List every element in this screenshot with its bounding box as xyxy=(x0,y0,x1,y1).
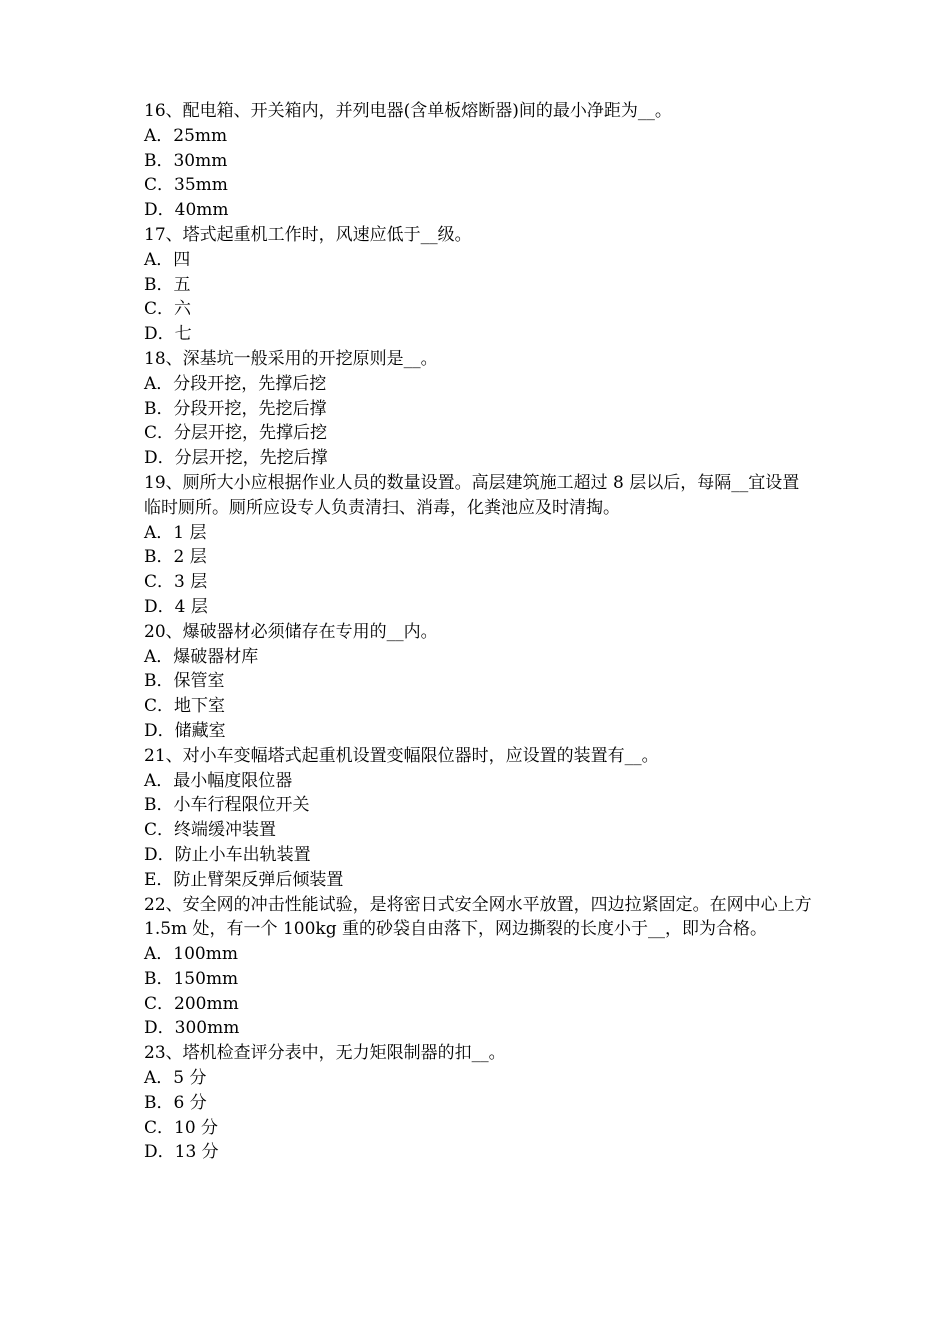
question-23 xyxy=(144,1041,814,1165)
question-stem: 22、安全网的冲击性能试验，是将密日式安全网水平放置，四边拉紧固定。在网中心上方 1.5m 处，有一个 100kg 重的砂袋自由落下，网边撕裂的长度小于__，即为合格。 xyxy=(144,894,818,940)
question-stem: 17、塔式起重机工作时，风速应低于__级。 xyxy=(144,224,472,245)
option-c: C．3 层 xyxy=(144,572,208,593)
option-c: C．六 xyxy=(144,299,192,320)
option-a: A．5 分 xyxy=(144,1068,207,1089)
option-c: C．10 分 xyxy=(144,1117,219,1138)
question-list xyxy=(144,99,818,1165)
option-b: B．6 分 xyxy=(144,1092,207,1113)
option-b: B．保管室 xyxy=(144,671,225,692)
question-22 xyxy=(144,893,818,1042)
option-d: D．储藏室 xyxy=(144,720,226,741)
option-c: C．分层开挖，先撑后挖 xyxy=(144,423,328,444)
option-c: C．35mm xyxy=(144,175,228,196)
option-d: D．4 层 xyxy=(144,596,208,617)
option-b: B．分段开挖，先挖后撑 xyxy=(144,398,327,419)
question-stem: 18、深基坑一般采用的开挖原则是__。 xyxy=(144,348,438,369)
question-17 xyxy=(144,223,814,347)
question-stem: 19、厕所大小应根据作业人员的数量设置。高层建筑施工超过 8 层以后，每隔__宜设置临时厕所。厕所应设专人负责清扫、消毒，化粪池应及时清掏。 xyxy=(144,472,800,518)
option-a: A．100mm xyxy=(144,944,238,965)
option-c: C．地下室 xyxy=(144,696,226,717)
question-16 xyxy=(144,99,814,223)
question-18 xyxy=(144,347,814,471)
option-a: A．四 xyxy=(144,249,191,270)
option-e: E．防止臂架反弹后倾装置 xyxy=(144,869,344,890)
option-b: B．小车行程限位开关 xyxy=(144,795,310,816)
option-d: D．七 xyxy=(144,324,192,345)
option-a: A．25mm xyxy=(144,125,228,146)
option-d: D．防止小车出轨装置 xyxy=(144,844,311,865)
option-d: D．40mm xyxy=(144,200,229,221)
option-d: D．300mm xyxy=(144,1018,240,1039)
option-b: B．五 xyxy=(144,274,191,295)
question-stem: 16、配电箱、开关箱内，并列电器(含单板熔断器)间的最小净距为__。 xyxy=(144,101,672,121)
option-b: B．150mm xyxy=(144,968,239,989)
question-stem: 23、塔机检查评分表中，无力矩限制器的扣__。 xyxy=(144,1043,506,1064)
question-21 xyxy=(144,744,814,893)
option-d: D．分层开挖，先挖后撑 xyxy=(144,448,328,469)
question-19 xyxy=(144,471,814,620)
option-b: B．2 层 xyxy=(144,547,207,568)
question-stem: 20、爆破器材必须储存在专用的__内。 xyxy=(144,621,438,642)
option-a: A．1 层 xyxy=(144,522,207,543)
option-a: A．爆破器材库 xyxy=(144,646,259,667)
question-20 xyxy=(144,620,814,744)
option-a: A．分段开挖，先撑后挖 xyxy=(144,373,327,394)
question-stem: 21、对小车变幅塔式起重机设置变幅限位器时，应设置的装置有__。 xyxy=(144,745,659,766)
option-c: C．终端缓冲装置 xyxy=(144,820,277,841)
option-c: C．200mm xyxy=(144,993,239,1014)
option-a: A．最小幅度限位器 xyxy=(144,770,293,791)
option-b: B．30mm xyxy=(144,150,228,171)
option-d: D．13 分 xyxy=(144,1142,219,1163)
